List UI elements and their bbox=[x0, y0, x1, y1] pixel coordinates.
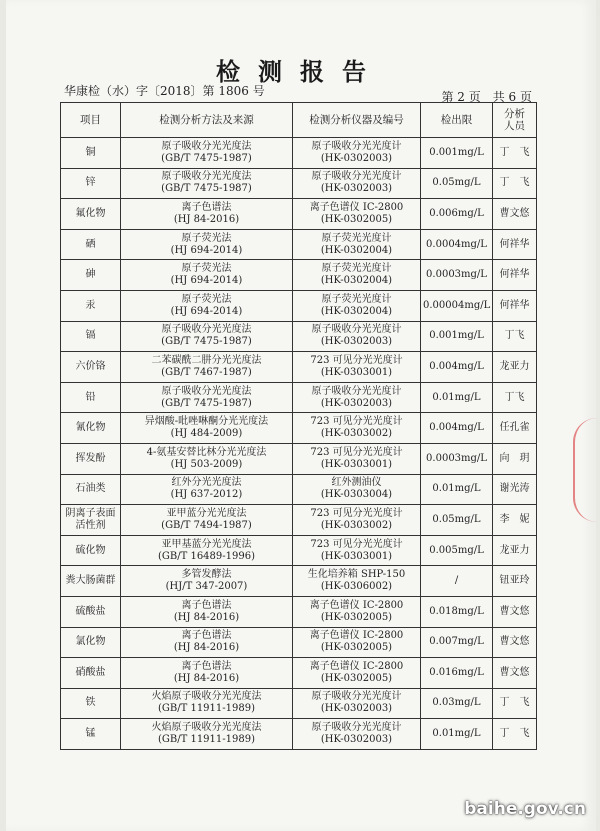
instrument-cell-line: 原子吸收分光光度计 bbox=[311, 385, 402, 397]
table-row bbox=[61, 321, 537, 352]
instrument-cell bbox=[293, 168, 421, 199]
limit-cell bbox=[421, 596, 493, 627]
item-cell-line: 六价铬 bbox=[75, 360, 106, 372]
report-title: 检测报告 bbox=[216, 57, 384, 86]
instrument-cell bbox=[293, 229, 421, 260]
method-cell bbox=[121, 596, 293, 627]
analyst-cell bbox=[493, 658, 537, 689]
limit-cell-line: 0.001mg/L bbox=[429, 146, 484, 158]
instrument-cell-line: (HK-0303002) bbox=[320, 428, 393, 440]
limit-cell bbox=[421, 382, 493, 413]
limit-cell-line: 0.001mg/L bbox=[429, 330, 484, 342]
instrument-cell-line: (HK-0302003) bbox=[320, 734, 393, 746]
item-cell-line: 铅 bbox=[85, 391, 96, 403]
table-row bbox=[61, 260, 537, 291]
instrument-cell-line: 723 可见分光光度计 bbox=[310, 354, 403, 366]
method-cell-line: 亚甲蓝分光光度法 bbox=[166, 507, 247, 519]
method-cell-line: (HJ/T 347-2007) bbox=[165, 581, 248, 593]
header-method: 检测分析方法及来源 bbox=[121, 103, 293, 138]
method-cell bbox=[121, 138, 293, 169]
instrument-cell bbox=[293, 260, 421, 291]
header-analyst: 分析 人员 bbox=[493, 103, 537, 138]
instrument-cell-line: 723 可见分光光度计 bbox=[310, 507, 403, 519]
instrument-cell-line: (HK-0303002) bbox=[320, 519, 393, 531]
limit-cell-line: 0.016mg/L bbox=[429, 666, 484, 678]
method-cell-line: 红外分光光度法 bbox=[171, 477, 242, 489]
analyst-cell-line: 龙亚力 bbox=[499, 360, 530, 372]
instrument-cell bbox=[293, 505, 421, 536]
method-cell-line: (HJ 484-2009) bbox=[170, 428, 243, 440]
item-cell-line: 粪大肠菌群 bbox=[65, 575, 116, 587]
item-cell bbox=[61, 382, 121, 413]
instrument-cell-line: (HK-0302003) bbox=[320, 152, 393, 164]
method-cell-line: 原子吸收分光光度法 bbox=[161, 140, 252, 152]
instrument-cell bbox=[293, 535, 421, 566]
method-cell-line: (HJ 694-2014) bbox=[170, 305, 243, 317]
table-row bbox=[61, 596, 537, 627]
method-cell bbox=[121, 566, 293, 597]
analyst-cell bbox=[493, 535, 537, 566]
instrument-cell-line: (HK-0306002) bbox=[320, 581, 393, 593]
limit-cell-line: 0.005mg/L bbox=[429, 544, 484, 556]
method-cell-line: (GB/T 7475-1987) bbox=[161, 336, 252, 348]
instrument-cell-line: 723 可见分光光度计 bbox=[310, 538, 403, 550]
item-cell-line: 锰 bbox=[85, 728, 96, 740]
instrument-cell-line: 原子吸收分光光度计 bbox=[311, 140, 402, 152]
item-cell-line: 硒 bbox=[85, 238, 96, 250]
instrument-cell-line: (HK-0302005) bbox=[320, 642, 393, 654]
method-cell-line: 二苯碳酰二肼分光光度法 bbox=[151, 354, 262, 366]
limit-cell-line: / bbox=[454, 575, 459, 587]
limit-cell bbox=[421, 229, 493, 260]
method-cell-line: 离子色谱法 bbox=[181, 599, 232, 611]
analyst-cell bbox=[493, 352, 537, 383]
instrument-cell-line: 原子荧光光度计 bbox=[321, 293, 392, 305]
site-watermark: baihe.gov.cn bbox=[464, 799, 586, 819]
instrument-cell-line: 离子色谱仪 IC-2800 bbox=[309, 201, 404, 213]
limit-cell bbox=[421, 505, 493, 536]
method-cell-line: 原子荧光法 bbox=[181, 263, 232, 275]
method-cell-line: 原子荧光法 bbox=[181, 293, 232, 305]
item-cell-line: 铁 bbox=[85, 697, 96, 709]
instrument-cell bbox=[293, 382, 421, 413]
item-cell-line: 阴离子表面 活性剂 bbox=[65, 507, 116, 531]
instrument-cell bbox=[293, 443, 421, 474]
instrument-cell-line: (HK-0302003) bbox=[320, 183, 393, 195]
analyst-cell bbox=[493, 688, 537, 719]
instrument-cell bbox=[293, 321, 421, 352]
method-cell-line: (GB/T 16489-1996) bbox=[158, 550, 255, 562]
table-row bbox=[61, 290, 537, 321]
method-cell-line: 亚甲基蓝分光光度法 bbox=[161, 538, 252, 550]
method-cell bbox=[121, 474, 293, 505]
instrument-cell-line: (HK-0303001) bbox=[320, 458, 393, 470]
instrument-cell bbox=[293, 596, 421, 627]
method-cell bbox=[121, 168, 293, 199]
analyst-cell bbox=[493, 443, 537, 474]
limit-cell bbox=[421, 260, 493, 291]
limit-cell-line: 0.006mg/L bbox=[429, 207, 484, 219]
item-cell-line: 汞 bbox=[85, 299, 96, 311]
method-cell bbox=[121, 627, 293, 658]
instrument-cell bbox=[293, 688, 421, 719]
instrument-cell-line: 723 可见分光光度计 bbox=[310, 446, 403, 458]
method-cell-line: (HJ 637-2012) bbox=[170, 489, 243, 501]
limit-cell-line: 0.00004mg/L bbox=[423, 299, 491, 311]
analyst-cell bbox=[493, 138, 537, 169]
instrument-cell-line: (HK-0302003) bbox=[320, 703, 393, 715]
limit-cell-line: 0.05mg/L bbox=[432, 177, 481, 189]
item-cell-line: 硫化物 bbox=[75, 544, 106, 556]
method-cell-line: (GB/T 7475-1987) bbox=[161, 152, 252, 164]
limit-cell bbox=[421, 321, 493, 352]
analyst-cell-line: 丁飞 bbox=[504, 391, 525, 403]
analyst-cell bbox=[493, 321, 537, 352]
item-cell bbox=[61, 413, 121, 444]
page-number: 第 2 页 共 6 页 bbox=[441, 90, 532, 104]
analyst-cell-line: 龙亚力 bbox=[499, 544, 530, 556]
item-cell-line: 挥发酚 bbox=[75, 452, 106, 464]
instrument-cell-line: (HK-0303001) bbox=[320, 550, 393, 562]
instrument-cell bbox=[293, 138, 421, 169]
item-cell bbox=[61, 443, 121, 474]
method-cell-line: 火焰原子吸收分光光度法 bbox=[151, 722, 262, 734]
table-row bbox=[61, 199, 537, 230]
instrument-cell bbox=[293, 413, 421, 444]
analyst-cell-line: 丁飞 bbox=[504, 330, 525, 342]
instrument-cell-line: 原子吸收分光光度计 bbox=[311, 722, 402, 734]
method-cell-line: 原子吸收分光光度法 bbox=[161, 324, 252, 336]
method-cell-line: (GB/T 7494-1987) bbox=[161, 519, 252, 531]
header-instrument: 检测分析仪器及编号 bbox=[293, 103, 421, 138]
limit-cell bbox=[421, 138, 493, 169]
analyst-cell bbox=[493, 474, 537, 505]
method-cell-line: (HJ 84-2016) bbox=[173, 213, 240, 225]
instrument-cell bbox=[293, 719, 421, 750]
method-cell-line: (HJ 694-2014) bbox=[170, 244, 243, 256]
limit-cell bbox=[421, 627, 493, 658]
limit-cell-line: 0.05mg/L bbox=[432, 513, 481, 525]
method-cell-line: (GB/T 11911-1989) bbox=[158, 734, 255, 746]
item-cell-line: 氟化物 bbox=[75, 207, 106, 219]
analyst-cell-line: 李 妮 bbox=[499, 513, 530, 525]
analyst-cell-line: 丁 飞 bbox=[499, 728, 530, 740]
analyst-cell-line: 何祥华 bbox=[499, 299, 530, 311]
limit-cell bbox=[421, 688, 493, 719]
method-cell-line: (HJ 84-2016) bbox=[173, 611, 240, 623]
limit-cell-line: 0.0003mg/L bbox=[426, 452, 487, 464]
item-cell-line: 锌 bbox=[85, 177, 96, 189]
instrument-cell-line: 原子吸收分光光度计 bbox=[311, 171, 402, 183]
analyst-cell bbox=[493, 382, 537, 413]
analyst-cell bbox=[493, 290, 537, 321]
limit-cell-line: 0.018mg/L bbox=[429, 605, 484, 617]
limit-cell bbox=[421, 168, 493, 199]
item-cell-line: 石油类 bbox=[75, 483, 106, 495]
instrument-cell bbox=[293, 566, 421, 597]
limit-cell-line: 0.004mg/L bbox=[429, 360, 484, 372]
limit-cell bbox=[421, 352, 493, 383]
instrument-cell bbox=[293, 627, 421, 658]
method-cell-line: 离子色谱法 bbox=[181, 630, 232, 642]
method-cell-line: 火焰原子吸收分光光度法 bbox=[151, 691, 262, 703]
analyst-cell bbox=[493, 505, 537, 536]
item-cell bbox=[61, 719, 121, 750]
item-cell-line: 硝酸盐 bbox=[75, 666, 106, 678]
method-cell-line: 原子吸收分光光度法 bbox=[161, 385, 252, 397]
method-cell-line: 离子色谱法 bbox=[181, 660, 232, 672]
method-cell bbox=[121, 413, 293, 444]
instrument-cell-line: 离子色谱仪 IC-2800 bbox=[309, 660, 404, 672]
table-header-row bbox=[61, 103, 537, 138]
table-row bbox=[61, 658, 537, 689]
analyst-cell-line: 曹文悠 bbox=[499, 666, 530, 678]
analyst-cell-line: 丁 飞 bbox=[499, 697, 530, 709]
limit-cell-line: 0.0004mg/L bbox=[426, 238, 487, 250]
instrument-cell-line: 离子色谱仪 IC-2800 bbox=[309, 630, 404, 642]
method-cell bbox=[121, 382, 293, 413]
analyst-cell-line: 曹文悠 bbox=[499, 605, 530, 617]
item-cell bbox=[61, 352, 121, 383]
instrument-cell-line: (HK-0302004) bbox=[320, 305, 393, 317]
method-cell-line: (GB/T 7467-1987) bbox=[161, 366, 252, 378]
header-limit: 检出限 bbox=[421, 103, 493, 138]
item-cell bbox=[61, 566, 121, 597]
test-methods-table bbox=[60, 102, 537, 750]
item-cell-line: 硫酸盐 bbox=[75, 605, 106, 617]
analyst-cell-line: 向 玥 bbox=[499, 452, 530, 464]
instrument-cell bbox=[293, 474, 421, 505]
instrument-cell-line: 原子吸收分光光度计 bbox=[311, 691, 402, 703]
analyst-cell bbox=[493, 566, 537, 597]
method-cell-line: 异烟酸-吡唑啉酮分光光度法 bbox=[144, 416, 269, 428]
instrument-cell-line: (HK-0303001) bbox=[320, 366, 393, 378]
limit-cell-line: 0.01mg/L bbox=[432, 391, 481, 403]
limit-cell-line: 0.03mg/L bbox=[432, 697, 481, 709]
instrument-cell-line: (HK-0302005) bbox=[320, 213, 393, 225]
analyst-cell-line: 曹文悠 bbox=[499, 207, 530, 219]
limit-cell-line: 0.004mg/L bbox=[429, 422, 484, 434]
item-cell bbox=[61, 138, 121, 169]
instrument-cell-line: (HK-0303004) bbox=[320, 489, 393, 501]
analyst-cell-line: 任孔雀 bbox=[499, 422, 530, 434]
instrument-cell-line: (HK-0302003) bbox=[320, 397, 393, 409]
limit-cell-line: 0.007mg/L bbox=[429, 636, 484, 648]
table-row bbox=[61, 688, 537, 719]
method-cell-line: (HJ 503-2009) bbox=[170, 458, 243, 470]
limit-cell bbox=[421, 566, 493, 597]
method-cell bbox=[121, 505, 293, 536]
instrument-cell bbox=[293, 290, 421, 321]
limit-cell bbox=[421, 658, 493, 689]
item-cell bbox=[61, 260, 121, 291]
item-cell bbox=[61, 474, 121, 505]
table-row bbox=[61, 474, 537, 505]
analyst-cell bbox=[493, 596, 537, 627]
table-row bbox=[61, 566, 537, 597]
analyst-cell-line: 何祥华 bbox=[499, 238, 530, 250]
method-cell bbox=[121, 199, 293, 230]
limit-cell bbox=[421, 719, 493, 750]
analyst-cell bbox=[493, 260, 537, 291]
table-row bbox=[61, 505, 537, 536]
method-cell-line: 原子吸收分光光度法 bbox=[161, 171, 252, 183]
table-row bbox=[61, 168, 537, 199]
item-cell-line: 氰化物 bbox=[75, 422, 106, 434]
method-cell bbox=[121, 688, 293, 719]
instrument-cell-line: (HK-0302004) bbox=[320, 244, 393, 256]
item-cell bbox=[61, 321, 121, 352]
analyst-cell-line: 丁 飞 bbox=[499, 146, 530, 158]
method-cell-line: 多管发酵法 bbox=[181, 569, 232, 581]
instrument-cell-line: 生化培养箱 SHP-150 bbox=[307, 569, 406, 581]
method-cell-line: (GB/T 11911-1989) bbox=[158, 703, 255, 715]
table-row bbox=[61, 627, 537, 658]
method-cell-line: (GB/T 7475-1987) bbox=[161, 397, 252, 409]
table-body bbox=[61, 138, 537, 750]
instrument-cell-line: 红外测油仪 bbox=[331, 477, 382, 489]
instrument-cell bbox=[293, 199, 421, 230]
limit-cell-line: 0.01mg/L bbox=[432, 728, 481, 740]
analyst-cell-line: 曹文悠 bbox=[499, 636, 530, 648]
instrument-cell-line: (HK-0302004) bbox=[320, 275, 393, 287]
limit-cell bbox=[421, 290, 493, 321]
item-cell bbox=[61, 290, 121, 321]
method-cell bbox=[121, 535, 293, 566]
item-cell bbox=[61, 627, 121, 658]
method-cell bbox=[121, 321, 293, 352]
method-cell-line: (GB/T 7475-1987) bbox=[161, 183, 252, 195]
method-cell-line: 离子色谱法 bbox=[181, 201, 232, 213]
method-cell bbox=[121, 229, 293, 260]
method-cell-line: 原子荧光法 bbox=[181, 232, 232, 244]
analyst-cell-line: 何祥华 bbox=[499, 269, 530, 281]
instrument-cell-line: 原子荧光光度计 bbox=[321, 232, 392, 244]
method-cell-line: (HJ 84-2016) bbox=[173, 642, 240, 654]
item-cell-line: 氯化物 bbox=[75, 636, 106, 648]
document-number: 华康检（水）字〔2018〕第 1806 号 bbox=[64, 84, 265, 98]
table-row bbox=[61, 443, 537, 474]
item-cell bbox=[61, 535, 121, 566]
item-cell-line: 铜 bbox=[85, 146, 96, 158]
analyst-cell-line: 钮亚玲 bbox=[499, 575, 530, 587]
method-cell bbox=[121, 658, 293, 689]
method-cell bbox=[121, 719, 293, 750]
item-cell bbox=[61, 658, 121, 689]
analyst-cell bbox=[493, 229, 537, 260]
item-cell bbox=[61, 596, 121, 627]
instrument-cell-line: 离子色谱仪 IC-2800 bbox=[309, 599, 404, 611]
table-row bbox=[61, 352, 537, 383]
item-cell bbox=[61, 168, 121, 199]
analyst-cell bbox=[493, 627, 537, 658]
item-cell-line: 砷 bbox=[85, 269, 96, 281]
analyst-cell bbox=[493, 413, 537, 444]
instrument-cell-line: (HK-0302003) bbox=[320, 336, 393, 348]
instrument-cell-line: (HK-0302005) bbox=[320, 672, 393, 684]
header-item: 项目 bbox=[61, 103, 121, 138]
red-seal-stamp bbox=[573, 418, 597, 522]
table-row bbox=[61, 138, 537, 169]
instrument-cell bbox=[293, 658, 421, 689]
table-row bbox=[61, 382, 537, 413]
analyst-cell bbox=[493, 168, 537, 199]
table-row bbox=[61, 535, 537, 566]
limit-cell bbox=[421, 535, 493, 566]
instrument-cell-line: 原子荧光光度计 bbox=[321, 263, 392, 275]
analyst-cell bbox=[493, 199, 537, 230]
instrument-cell-line: (HK-0302005) bbox=[320, 611, 393, 623]
table-row bbox=[61, 229, 537, 260]
table-row bbox=[61, 413, 537, 444]
limit-cell-line: 0.01mg/L bbox=[432, 483, 481, 495]
item-cell-line: 镉 bbox=[85, 330, 96, 342]
limit-cell-line: 0.0003mg/L bbox=[426, 269, 487, 281]
method-cell bbox=[121, 290, 293, 321]
item-cell bbox=[61, 199, 121, 230]
method-cell bbox=[121, 260, 293, 291]
limit-cell bbox=[421, 199, 493, 230]
analyst-cell-line: 谢光涛 bbox=[499, 483, 530, 495]
method-cell-line: 4-氨基安替比林分光光度法 bbox=[146, 446, 267, 458]
analyst-cell bbox=[493, 719, 537, 750]
item-cell bbox=[61, 688, 121, 719]
item-cell bbox=[61, 505, 121, 536]
analyst-cell-line: 丁 飞 bbox=[499, 177, 530, 189]
table-row bbox=[61, 719, 537, 750]
limit-cell bbox=[421, 443, 493, 474]
method-cell bbox=[121, 443, 293, 474]
item-cell bbox=[61, 229, 121, 260]
method-cell-line: (HJ 84-2016) bbox=[173, 672, 240, 684]
instrument-cell-line: 原子吸收分光光度计 bbox=[311, 324, 402, 336]
limit-cell bbox=[421, 474, 493, 505]
instrument-cell-line: 723 可见分光光度计 bbox=[310, 416, 403, 428]
instrument-cell bbox=[293, 352, 421, 383]
limit-cell bbox=[421, 413, 493, 444]
method-cell-line: (HJ 694-2014) bbox=[170, 275, 243, 287]
method-cell bbox=[121, 352, 293, 383]
